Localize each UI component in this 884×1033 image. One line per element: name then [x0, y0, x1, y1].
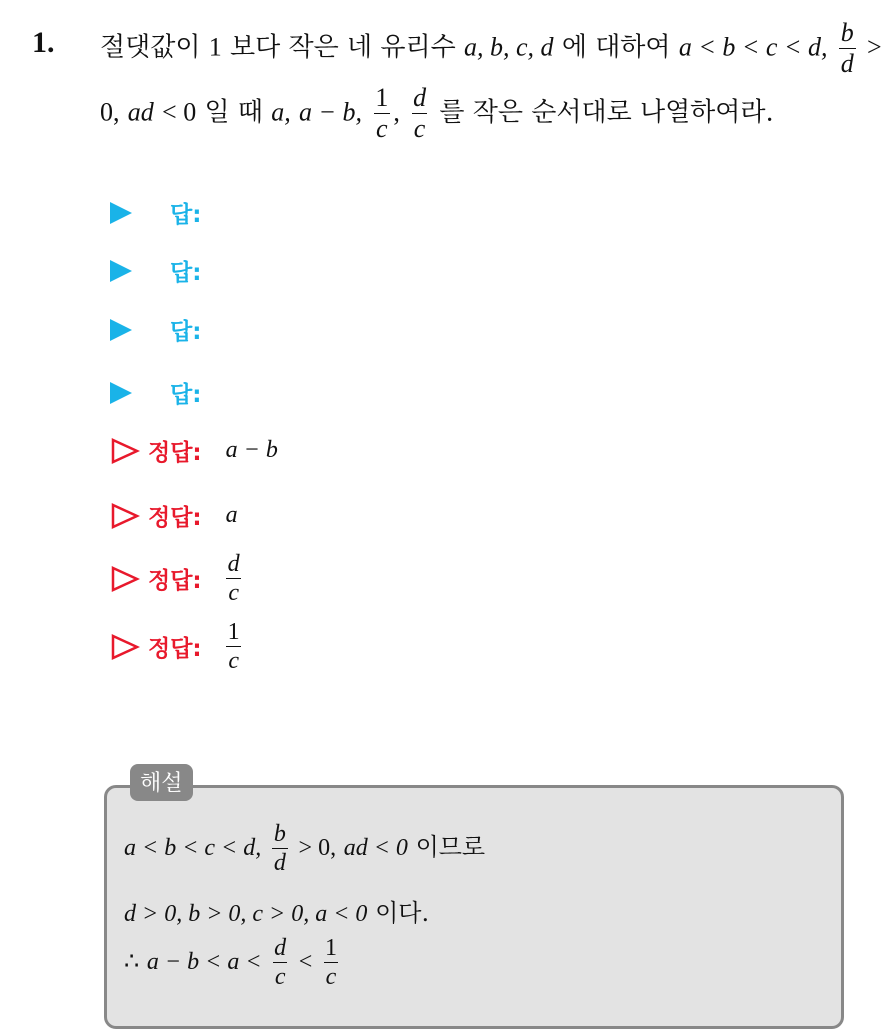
fraction-numerator: b: [273, 821, 286, 847]
question-line-2: 0, ad < 0 일 때 a, a − b, $\frac{1}{c}$ , $\frac{d}{c}$ 를 작은 순서대로 나열하여라.: [100, 83, 774, 143]
fraction-denominator: d: [273, 850, 286, 876]
answer-row[interactable]: [110, 376, 201, 409]
question-text-c: 에 대하여: [561, 32, 671, 63]
explanation-line-1: [124, 822, 485, 875]
correct-value: a: [225, 502, 238, 528]
explanation-text: 이다.: [375, 899, 430, 927]
correct-answer-row: [110, 499, 238, 532]
explanation-line-2: [124, 893, 429, 928]
explanation-fraction-d-c: [272, 936, 288, 989]
correct-label: 정답:: [148, 505, 202, 531]
correct-label: 정답:: [148, 568, 202, 594]
question-one: 1: [208, 32, 222, 62]
play-triangle-icon: [110, 382, 132, 404]
question-text-b: 보다 작은 네 유리수: [230, 32, 456, 63]
outline-triangle-icon: [110, 437, 140, 465]
fraction-denominator: c: [325, 964, 337, 990]
question-number: 1.: [32, 26, 55, 59]
explanation-ad: ad < 0: [343, 835, 408, 861]
correct-label: 정답:: [148, 440, 202, 466]
explanation-signs: d > 0, b > 0, c > 0, a < 0: [124, 901, 368, 927]
question-fraction-1-c: [373, 85, 390, 142]
explanation-lt: <: [298, 949, 313, 975]
correct-value: a − b: [225, 437, 278, 463]
play-triangle-icon: [110, 319, 132, 341]
fraction-numerator: 1: [375, 83, 389, 112]
correct-label: 정답:: [148, 636, 202, 662]
question-line-1: [100, 20, 882, 77]
outline-triangle-icon: [110, 502, 140, 530]
correct-answer-row: [110, 620, 245, 673]
play-triangle-icon: [110, 202, 132, 224]
answer-label: 답:: [170, 382, 202, 408]
fraction-denominator: d: [840, 49, 854, 78]
fraction-numerator: d: [274, 935, 287, 961]
correct-fraction-1-c: [226, 620, 242, 673]
question-zero: 0,: [100, 97, 120, 127]
fraction-denominator: c: [228, 648, 239, 674]
explanation-line-3: [124, 936, 342, 989]
correct-answer-row: [110, 434, 278, 467]
question-gt: >: [867, 32, 882, 62]
answer-label: 답:: [170, 260, 202, 286]
question-inequality: a < b < c < d,: [678, 32, 828, 62]
answer-label: 답:: [170, 319, 202, 345]
question-fraction-d-c: [411, 85, 428, 142]
question-a-minus-b: a − b,: [299, 97, 363, 127]
fraction-numerator: d: [227, 551, 240, 577]
fraction-numerator: 1: [227, 619, 240, 645]
correct-answer-row: [110, 552, 245, 605]
fraction-numerator: b: [840, 18, 854, 47]
question-lt0: < 0: [162, 97, 197, 127]
therefore-symbol: ∴: [124, 949, 140, 975]
explanation-order: a − b < a <: [146, 949, 262, 975]
explanation-inequality: a < b < c < d,: [124, 835, 262, 861]
fraction-denominator: c: [228, 580, 239, 606]
answer-label: 답:: [170, 202, 202, 228]
question-tail: 를 작은 순서대로 나열하여라.: [439, 97, 774, 128]
question-vars: a, b, c, d: [464, 32, 554, 62]
fraction-numerator: d: [413, 83, 427, 112]
outline-triangle-icon: [110, 565, 140, 593]
answer-row[interactable]: [110, 313, 201, 346]
explanation-text: 이므로: [415, 833, 486, 861]
explanation-tag: 해설: [130, 764, 193, 801]
fraction-denominator: c: [274, 964, 286, 990]
fraction-denominator: c: [413, 114, 426, 143]
explanation-gt0: > 0,: [298, 835, 337, 861]
question-ad: ad: [127, 97, 154, 127]
answer-row[interactable]: [110, 196, 201, 229]
explanation-fraction-1-c: [323, 936, 339, 989]
correct-fraction-d-c: [226, 552, 242, 605]
question-il: 일 때: [204, 97, 263, 128]
fraction-denominator: c: [376, 114, 388, 143]
question-text-a: 절댓값이: [100, 32, 201, 63]
outline-triangle-icon: [110, 633, 140, 661]
fraction-numerator: 1: [324, 935, 337, 961]
question-a: a,: [271, 97, 291, 127]
answer-row[interactable]: [110, 254, 201, 287]
question-fraction-b-d: [839, 20, 856, 77]
explanation-fraction-b-d: [272, 822, 288, 875]
play-triangle-icon: [110, 260, 132, 282]
